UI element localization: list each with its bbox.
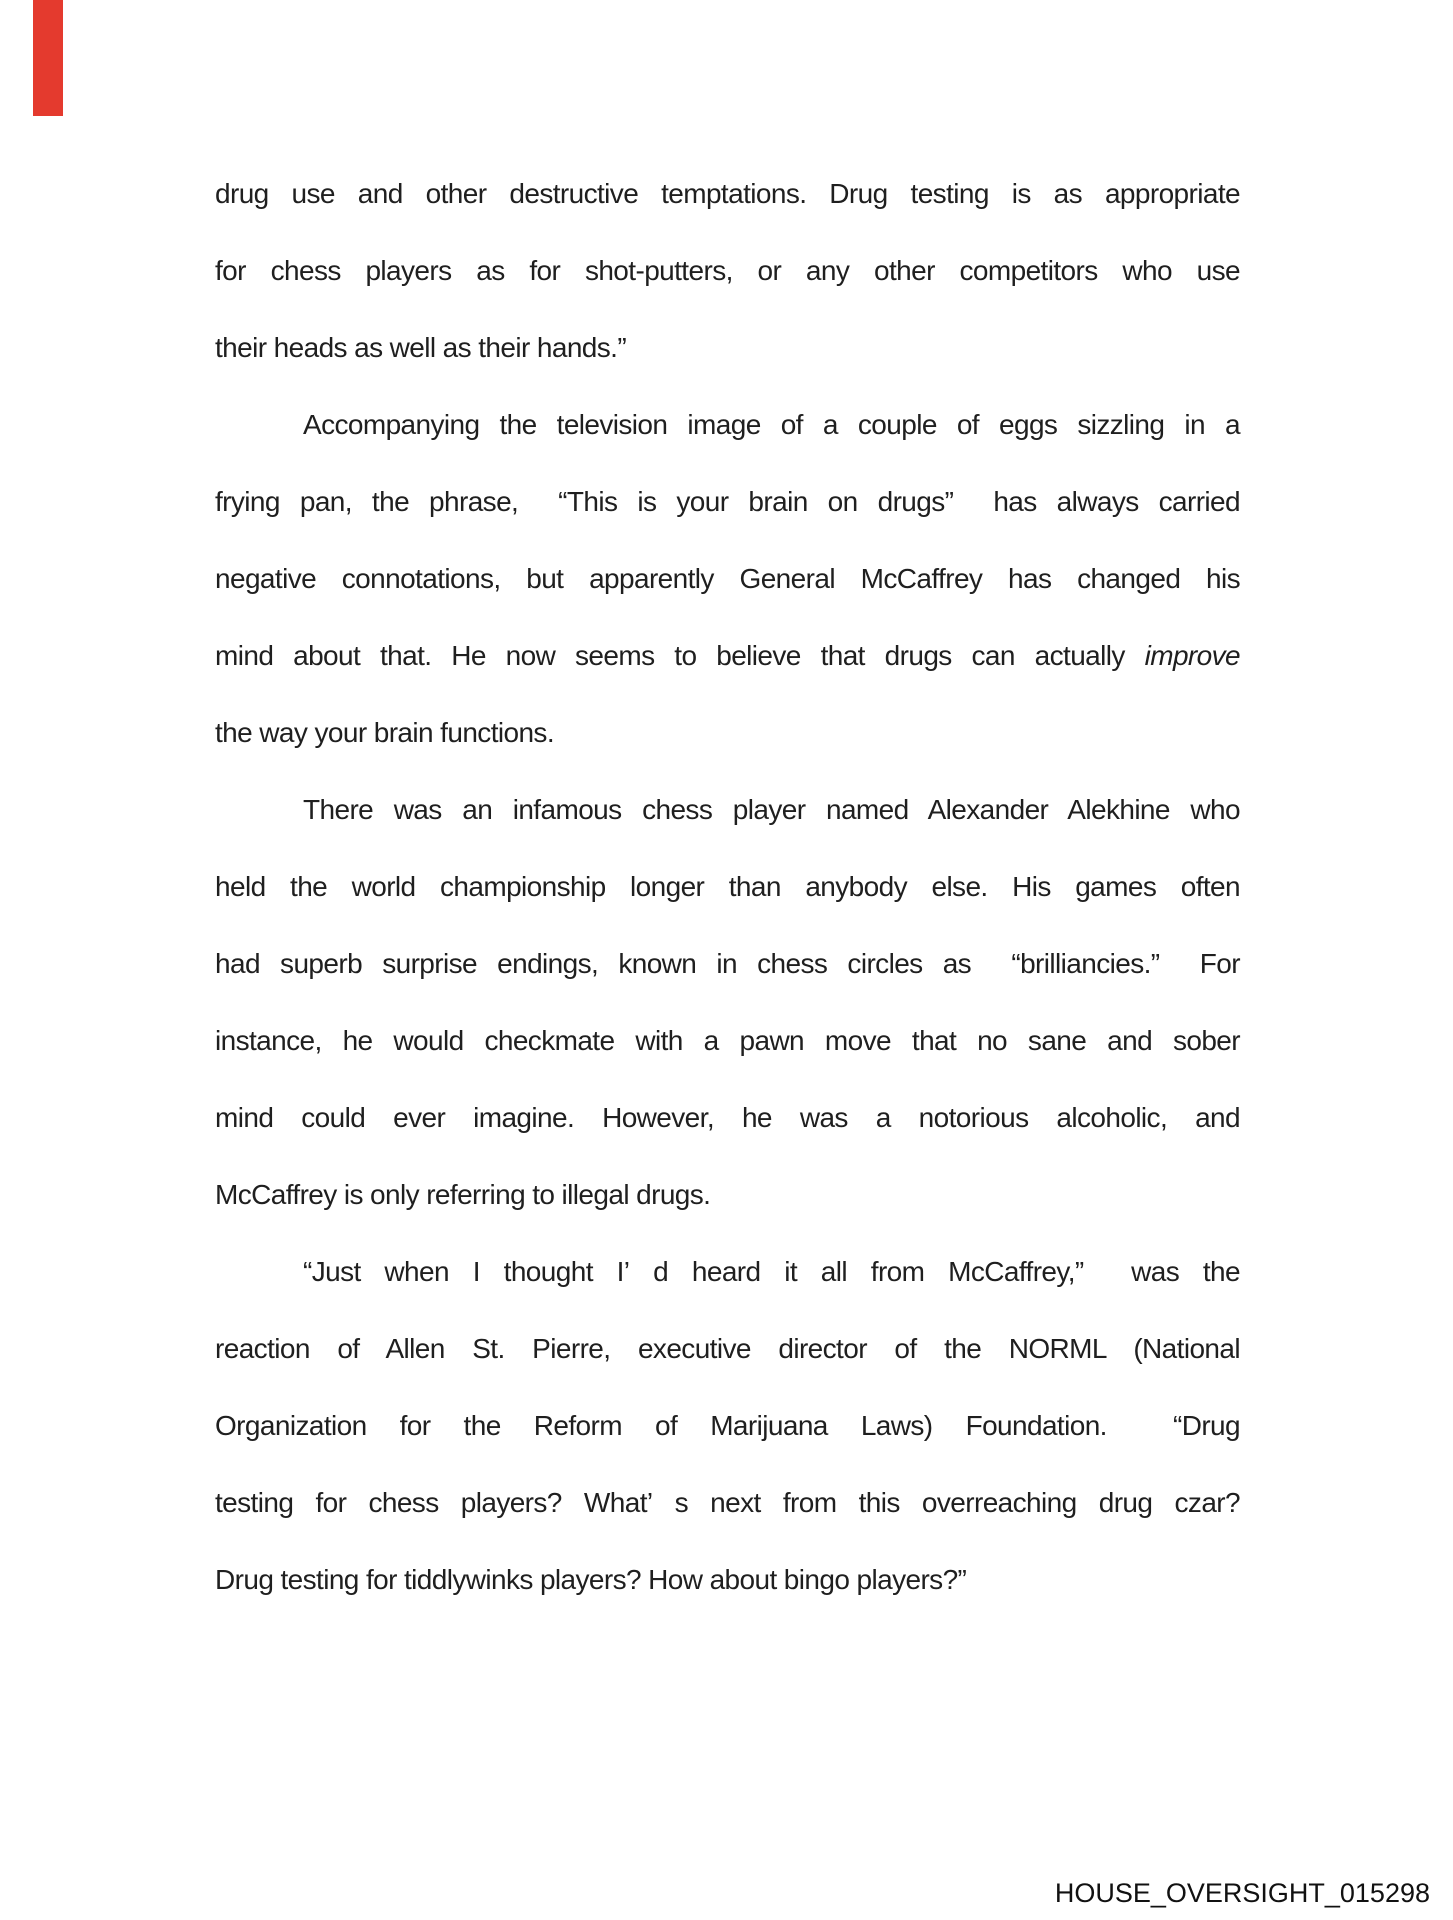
text-line <box>215 1233 1240 1310</box>
text-line <box>215 1310 1240 1387</box>
text-segment: “Just when I thought I’ d heard it all from McCaffrey,” was the <box>303 1256 1240 1287</box>
text-line <box>215 771 1240 848</box>
text-line <box>215 155 1240 232</box>
text-segment: Organization for the Reform of Marijuana Laws) Foundation. “Drug <box>215 1410 1240 1441</box>
text-segment: mind could ever imagine. However, he was a notorious alcoholic, and <box>215 1102 1240 1133</box>
italic-text: improve <box>1144 640 1240 671</box>
text-line <box>215 463 1240 540</box>
text-segment: Accompanying the television image of a couple of eggs sizzling in a <box>303 409 1240 440</box>
text-line <box>215 848 1240 925</box>
text-segment: mind about that. He now seems to believe that drugs can actually <box>215 640 1145 671</box>
text-segment: drug use and other destructive temptations. Drug testing is as appropriate <box>215 178 1240 209</box>
text-line <box>215 1079 1240 1156</box>
text-line <box>215 1156 1240 1233</box>
text-line <box>215 1541 1240 1618</box>
text-line <box>215 925 1240 1002</box>
text-segment: instance, he would checkmate with a pawn move that no sane and sober <box>215 1025 1240 1056</box>
text-line <box>215 540 1240 617</box>
text-segment: for chess players as for shot-putters, or any other competitors who use <box>215 255 1240 286</box>
text-line <box>215 1387 1240 1464</box>
text-segment: There was an infamous chess player named Alexander Alekhine who <box>303 794 1240 825</box>
red-tab-mark <box>33 0 63 116</box>
text-segment: McCaffrey is only referring to illegal drugs. <box>215 1179 711 1210</box>
text-line <box>215 309 1240 386</box>
text-segment: reaction of Allen St. Pierre, executive director of the NORML (National <box>215 1333 1240 1364</box>
text-line <box>215 386 1240 463</box>
text-line <box>215 1002 1240 1079</box>
text-segment: the way your brain functions. <box>215 717 555 748</box>
text-line <box>215 617 1240 694</box>
text-segment: their heads as well as their hands.” <box>215 332 627 363</box>
text-line <box>215 1464 1240 1541</box>
text-line <box>215 232 1240 309</box>
text-segment: frying pan, the phrase, “This is your brain on drugs” has always carried <box>215 486 1240 517</box>
text-segment: negative connotations, but apparently General McCaffrey has changed his <box>215 563 1240 594</box>
document-body <box>215 155 1240 1618</box>
text-line <box>215 694 1240 771</box>
bates-stamp: HOUSE_OVERSIGHT_015298 <box>1054 1878 1430 1908</box>
text-segment: held the world championship longer than anybody else. His games often <box>215 871 1240 902</box>
text-segment: had superb surprise endings, known in chess circles as “brilliancies.” For <box>215 948 1240 979</box>
text-segment: Drug testing for tiddlywinks players? How about bingo players?” <box>215 1564 967 1595</box>
text-segment: testing for chess players? What’ s next from this overreaching drug czar? <box>215 1487 1240 1518</box>
